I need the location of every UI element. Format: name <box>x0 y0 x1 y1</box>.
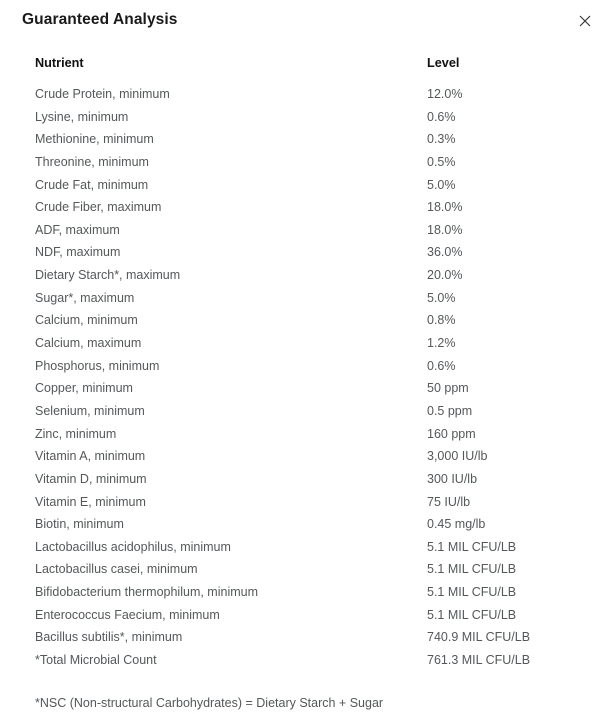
nutrient-cell: Vitamin A, minimum <box>35 449 146 464</box>
table-row <box>35 562 587 585</box>
nutrient-cell: Enterococcus Faecium, minimum <box>35 607 220 622</box>
nutrient-cell: Methionine, minimum <box>35 132 154 147</box>
table-row <box>35 653 587 676</box>
nutrient-cell: Crude Fat, minimum <box>35 177 149 192</box>
table-row <box>35 540 587 563</box>
table-row <box>35 359 587 382</box>
level-cell: 160 ppm <box>427 426 476 441</box>
table-row <box>35 585 587 608</box>
table-row <box>35 495 587 518</box>
table-row <box>35 472 587 495</box>
nutrient-cell: Bifidobacterium thermophilum, minimum <box>35 585 258 600</box>
nutrient-cell: *Total Microbial Count <box>35 653 157 668</box>
level-cell: 740.9 MIL CFU/LB <box>427 630 531 645</box>
table-row <box>35 449 587 472</box>
nutrient-cell: Lactobacillus acidophilus, minimum <box>35 539 231 554</box>
table-row <box>35 87 587 110</box>
level-cell: 50 ppm <box>427 381 469 396</box>
nutrient-cell: Crude Fiber, maximum <box>35 200 162 215</box>
table-header-row <box>35 57 587 70</box>
level-cell: 1.2% <box>427 336 456 351</box>
level-cell: 0.45 mg/lb <box>427 517 486 532</box>
nutrient-cell: NDF, maximum <box>35 245 121 260</box>
nutrient-cell: ADF, maximum <box>35 222 120 237</box>
table-row <box>35 132 587 155</box>
nutrient-cell: Bacillus subtilis*, minimum <box>35 630 183 645</box>
level-cell: 5.1 MIL CFU/LB <box>427 539 517 554</box>
nutrient-cell: Lactobacillus casei, minimum <box>35 562 198 577</box>
table-row <box>35 223 587 246</box>
table-row <box>35 268 587 291</box>
level-cell: 5.0% <box>427 177 456 192</box>
level-cell: 75 IU/lb <box>427 494 471 509</box>
level-cell: 5.1 MIL CFU/LB <box>427 607 517 622</box>
close-button[interactable] <box>575 11 595 31</box>
table-row <box>35 517 587 540</box>
level-cell: 0.6% <box>427 358 456 373</box>
table-row <box>35 110 587 133</box>
nutrient-table <box>35 57 587 676</box>
table-body <box>35 87 587 676</box>
table-row <box>35 200 587 223</box>
level-cell: 3,000 IU/lb <box>427 449 488 464</box>
table-row <box>35 630 587 653</box>
table-row <box>35 155 587 178</box>
level-cell: 0.5 ppm <box>427 403 473 418</box>
table-row <box>35 178 587 201</box>
footnote: *NSC (Non-structural Carbohydrates) = Dietary Starch + Sugar <box>35 695 384 710</box>
column-header-nutrient: Nutrient <box>35 56 84 70</box>
level-cell: 0.6% <box>427 109 456 124</box>
nutrient-cell: Zinc, minimum <box>35 426 117 441</box>
table-row <box>35 427 587 450</box>
table-row <box>35 404 587 427</box>
table-row <box>35 608 587 631</box>
nutrient-cell: Crude Protein, minimum <box>35 87 170 101</box>
nutrient-cell: Lysine, minimum <box>35 109 129 124</box>
nutrient-cell: Sugar*, maximum <box>35 290 135 305</box>
nutrient-cell: Phosphorus, minimum <box>35 358 160 373</box>
nutrient-cell: Biotin, minimum <box>35 517 124 532</box>
level-cell: 300 IU/lb <box>427 471 478 486</box>
level-cell: 12.0% <box>427 87 463 101</box>
close-icon <box>579 15 591 30</box>
level-cell: 5.1 MIL CFU/LB <box>427 585 517 600</box>
column-header-level: Level <box>427 56 460 70</box>
level-cell: 18.0% <box>427 200 463 215</box>
table-row <box>35 336 587 359</box>
nutrient-cell: Calcium, maximum <box>35 336 142 351</box>
table-row <box>35 381 587 404</box>
level-cell: 36.0% <box>427 245 463 260</box>
table-row <box>35 291 587 314</box>
level-cell: 18.0% <box>427 222 463 237</box>
nutrient-cell: Copper, minimum <box>35 381 133 396</box>
level-cell: 20.0% <box>427 268 463 283</box>
modal-header <box>0 10 609 31</box>
level-cell: 0.3% <box>427 132 456 147</box>
level-cell: 5.1 MIL CFU/LB <box>427 562 517 577</box>
modal-title: Guaranteed Analysis <box>22 11 178 28</box>
level-cell: 0.8% <box>427 313 456 328</box>
nutrient-cell: Dietary Starch*, maximum <box>35 268 181 283</box>
table-row <box>35 245 587 268</box>
nutrient-cell: Vitamin E, minimum <box>35 494 146 509</box>
nutrient-cell: Calcium, minimum <box>35 313 138 328</box>
level-cell: 761.3 MIL CFU/LB <box>427 653 531 668</box>
nutrient-cell: Vitamin D, minimum <box>35 471 147 486</box>
level-cell: 0.5% <box>427 154 456 169</box>
nutrient-cell: Selenium, minimum <box>35 403 145 418</box>
level-cell: 5.0% <box>427 290 456 305</box>
table-row <box>35 313 587 336</box>
nutrient-cell: Threonine, minimum <box>35 154 149 169</box>
